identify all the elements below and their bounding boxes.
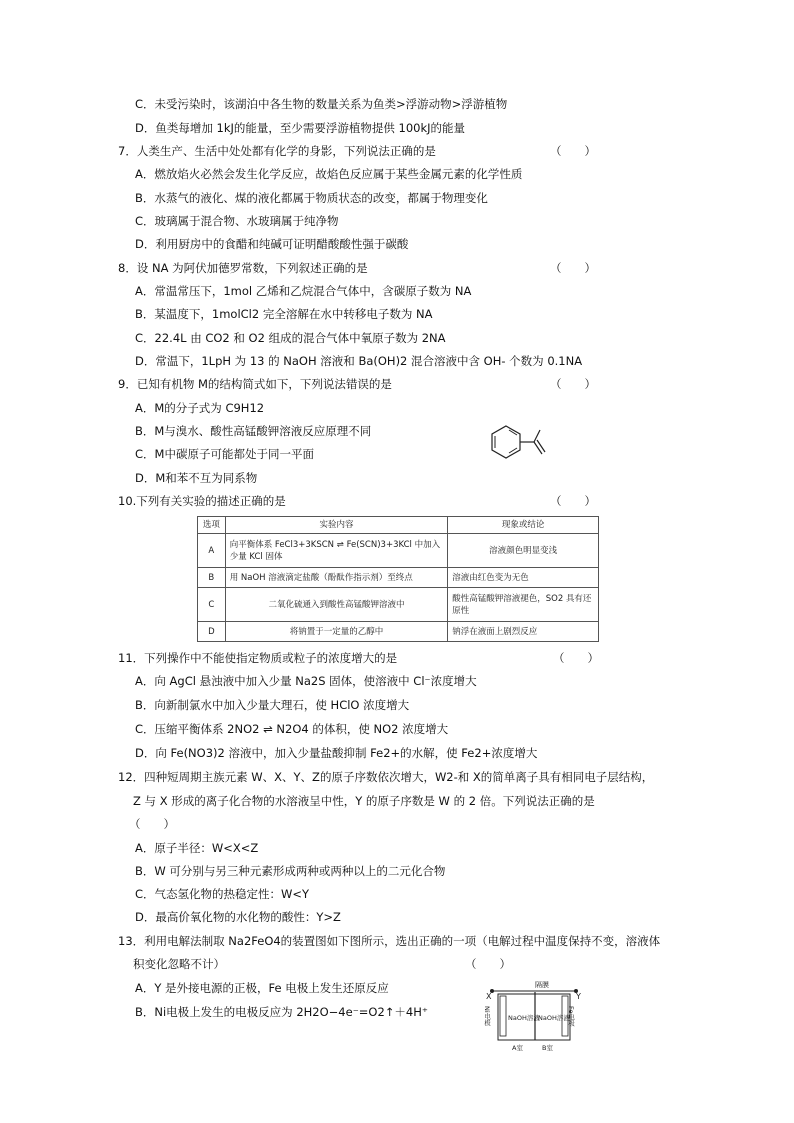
q11-option-b: B．向新制氯水中加入少量大理石，使 HClO 浓度增大 bbox=[135, 698, 410, 712]
q12-option-b: B．W 可分别与另三种元素形成两种或两种以上的二元化合物 bbox=[135, 864, 446, 878]
q11-answer-blank: （ ） bbox=[553, 651, 599, 665]
table-cell: 将钠置于一定量的乙醇中 bbox=[225, 622, 448, 642]
benzene-ring bbox=[492, 426, 520, 458]
q7-option-b: B．水蒸气的液化、煤的液化都属于物质状态的改变，都属于物理变化 bbox=[135, 191, 488, 205]
q11-option-c: C．压缩平衡体系 2NO2 ⇌ N2O4 的体积，使 NO2 浓度增大 bbox=[135, 722, 449, 736]
label-x: X bbox=[486, 992, 492, 1001]
table-cell: 溶液由红色变为无色 bbox=[448, 568, 599, 588]
vinyl-double-bond bbox=[537, 440, 545, 452]
table-cell: 酸性高锰酸钾溶液褪色，SO2 具有还原性 bbox=[448, 588, 599, 622]
table-cell: A bbox=[198, 534, 226, 568]
table-cell: 溶液颜色明显变浅 bbox=[448, 534, 599, 568]
label-y: Y bbox=[576, 992, 581, 1001]
q12-answer-blank: （ ） bbox=[129, 817, 175, 831]
table-row bbox=[198, 568, 599, 588]
q8-option-d: D．常温下，1LpH 为 13 的 NaOH 溶液和 Ba(OH)2 混合溶液中含 OH- 个数为 0.1NA bbox=[135, 354, 583, 368]
q10-stem: 10.下列有关实验的描述正确的是 bbox=[118, 494, 286, 508]
q12-option-c: C．气态氢化物的热稳定性：W<Y bbox=[135, 887, 310, 901]
electrolysis-diagram bbox=[478, 954, 588, 1054]
table-row bbox=[198, 534, 599, 568]
ni-electrode bbox=[500, 996, 506, 1036]
q8-answer-blank: （ ） bbox=[550, 261, 596, 275]
q11-option-a: A．向 AgCl 悬浊液中加入少量 Na2S 固体，使溶液中 Cl⁻浓度增大 bbox=[135, 674, 477, 688]
table-header: 实验内容 bbox=[225, 517, 448, 534]
vinyl-double-bond bbox=[534, 442, 542, 454]
table-cell: 向平衡体系 FeCl3+3KSCN ⇌ Fe(SCN)3+3KCl 中加入少量 KCl 固体 bbox=[225, 534, 448, 568]
table-cell: 用 NaOH 溶液滴定盐酸（酚酞作指示剂）至终点 bbox=[225, 568, 448, 588]
q7-answer-blank: （ ） bbox=[550, 144, 596, 158]
table-header: 现象或结论 bbox=[448, 517, 599, 534]
q6-option-c: C．未受污染时，该湖泊中各生物的数量关系为鱼类>浮游动物>浮游植物 bbox=[135, 97, 508, 111]
q8-stem: 8．设 NA 为阿伏加德罗常数，下列叙述正确的是 bbox=[118, 261, 368, 275]
q9-option-c: C．M中碳原子可能都处于同一平面 bbox=[135, 447, 314, 461]
q9-option-b: B．M与溴水、酸性高锰酸钾溶液反应原理不同 bbox=[135, 424, 372, 438]
fe-electrode-label: Fe电极 bbox=[567, 1006, 575, 1027]
table-cell: B bbox=[198, 568, 226, 588]
q12-stem-line2: Z 与 X 形成的离子化合物的水溶液呈中性，Y 的原子序数是 W 的 2 倍。下列说法正确的是 bbox=[133, 794, 595, 808]
q9-answer-blank: （ ） bbox=[550, 377, 596, 391]
membrane-label: 隔膜 bbox=[535, 981, 549, 989]
q12-option-a: A．原子半径：W<X<Z bbox=[135, 841, 259, 855]
q7-option-d: D．利用厨房中的食醋和纯碱可证明醋酸酸性强于碳酸 bbox=[135, 237, 409, 251]
table-header-row bbox=[198, 517, 599, 534]
q12-option-d: D．最高价氧化物的水化物的酸性：Y>Z bbox=[135, 910, 341, 924]
ring-double-bond bbox=[509, 430, 517, 435]
ni-electrode-label: Ni电极 bbox=[483, 1006, 491, 1026]
experiment-table bbox=[197, 516, 599, 642]
q7-option-c: C．玻璃属于混合物、水玻璃属于纯净物 bbox=[135, 214, 339, 228]
table-cell: 二氧化硫通入到酸性高锰酸钾溶液中 bbox=[225, 588, 448, 622]
room-b-label: B室 bbox=[542, 1044, 553, 1052]
table-row bbox=[198, 622, 599, 642]
right-solution-label: NaOH溶液 bbox=[538, 1014, 570, 1022]
q8-option-a: A．常温常压下，1mol 乙烯和乙烷混合气体中，含碳原子数为 NA bbox=[135, 284, 472, 298]
table-row bbox=[198, 588, 599, 622]
q9-stem: 9．已知有机物 M的结构简式如下，下列说法错误的是 bbox=[118, 377, 392, 391]
q7-stem: 7．人类生产、生活中处处都有化学的身影，下列说法正确的是 bbox=[118, 144, 436, 158]
table-cell: C bbox=[198, 588, 226, 622]
q9-option-d: D．M和苯不互为同系物 bbox=[135, 471, 258, 485]
q11-option-d: D．向 Fe(NO3)2 溶液中，加入少量盐酸抑制 Fe2+的水解，使 Fe2+浓度增大 bbox=[135, 746, 538, 760]
q13-option-a: A．Y 是外接电源的正极，Fe 电极上发生还原反应 bbox=[135, 981, 389, 995]
q12-stem-line1: 12．四种短周期主族元素 W、X、Y、Z的原子序数依次增大，W2-和 X的简单离子具有相同电子层结构， bbox=[118, 770, 654, 784]
q9-option-a: A．M的分子式为 C9H12 bbox=[135, 401, 265, 415]
q13-answer-blank: （ ） bbox=[465, 957, 511, 971]
q11-stem: 11．下列操作中不能使指定物质或粒子的浓度增大的是 bbox=[118, 651, 398, 665]
molecule-m-structure bbox=[480, 420, 560, 470]
q13-option-b: B．Ni电极上发生的电极反应为 2H2O−4e⁻=O2↑＋4H⁺ bbox=[135, 1005, 428, 1019]
q8-option-c: C．22.4L 由 CO2 和 O2 组成的混合气体中氧原子数为 2NA bbox=[135, 331, 446, 345]
table-header: 选项 bbox=[198, 517, 226, 534]
table-cell: D bbox=[198, 622, 226, 642]
q13-stem-line1: 13．利用电解法制取 Na2FeO4的装置图如下图所示，选出正确的一项（电解过程中温度保持不变，溶液体 bbox=[118, 934, 661, 948]
table-cell: 钠浮在液面上剧烈反应 bbox=[448, 622, 599, 642]
q10-answer-blank: （ ） bbox=[550, 494, 596, 508]
q13-stem-line2: 积变化忽略不计） bbox=[133, 957, 225, 971]
room-a-label: A室 bbox=[512, 1044, 523, 1052]
left-solution-label: NaOH溶液 bbox=[508, 1014, 540, 1022]
q8-option-b: B．某温度下，1molCl2 完全溶解在水中转移电子数为 NA bbox=[135, 307, 433, 321]
q6-option-d: D．鱼类每增加 1kJ的能量，至少需要浮游植物提供 100kJ的能量 bbox=[135, 121, 466, 135]
q7-option-a: A．燃放焰火必然会发生化学反应，故焰色反应属于某些金属元素的化学性质 bbox=[135, 167, 523, 181]
